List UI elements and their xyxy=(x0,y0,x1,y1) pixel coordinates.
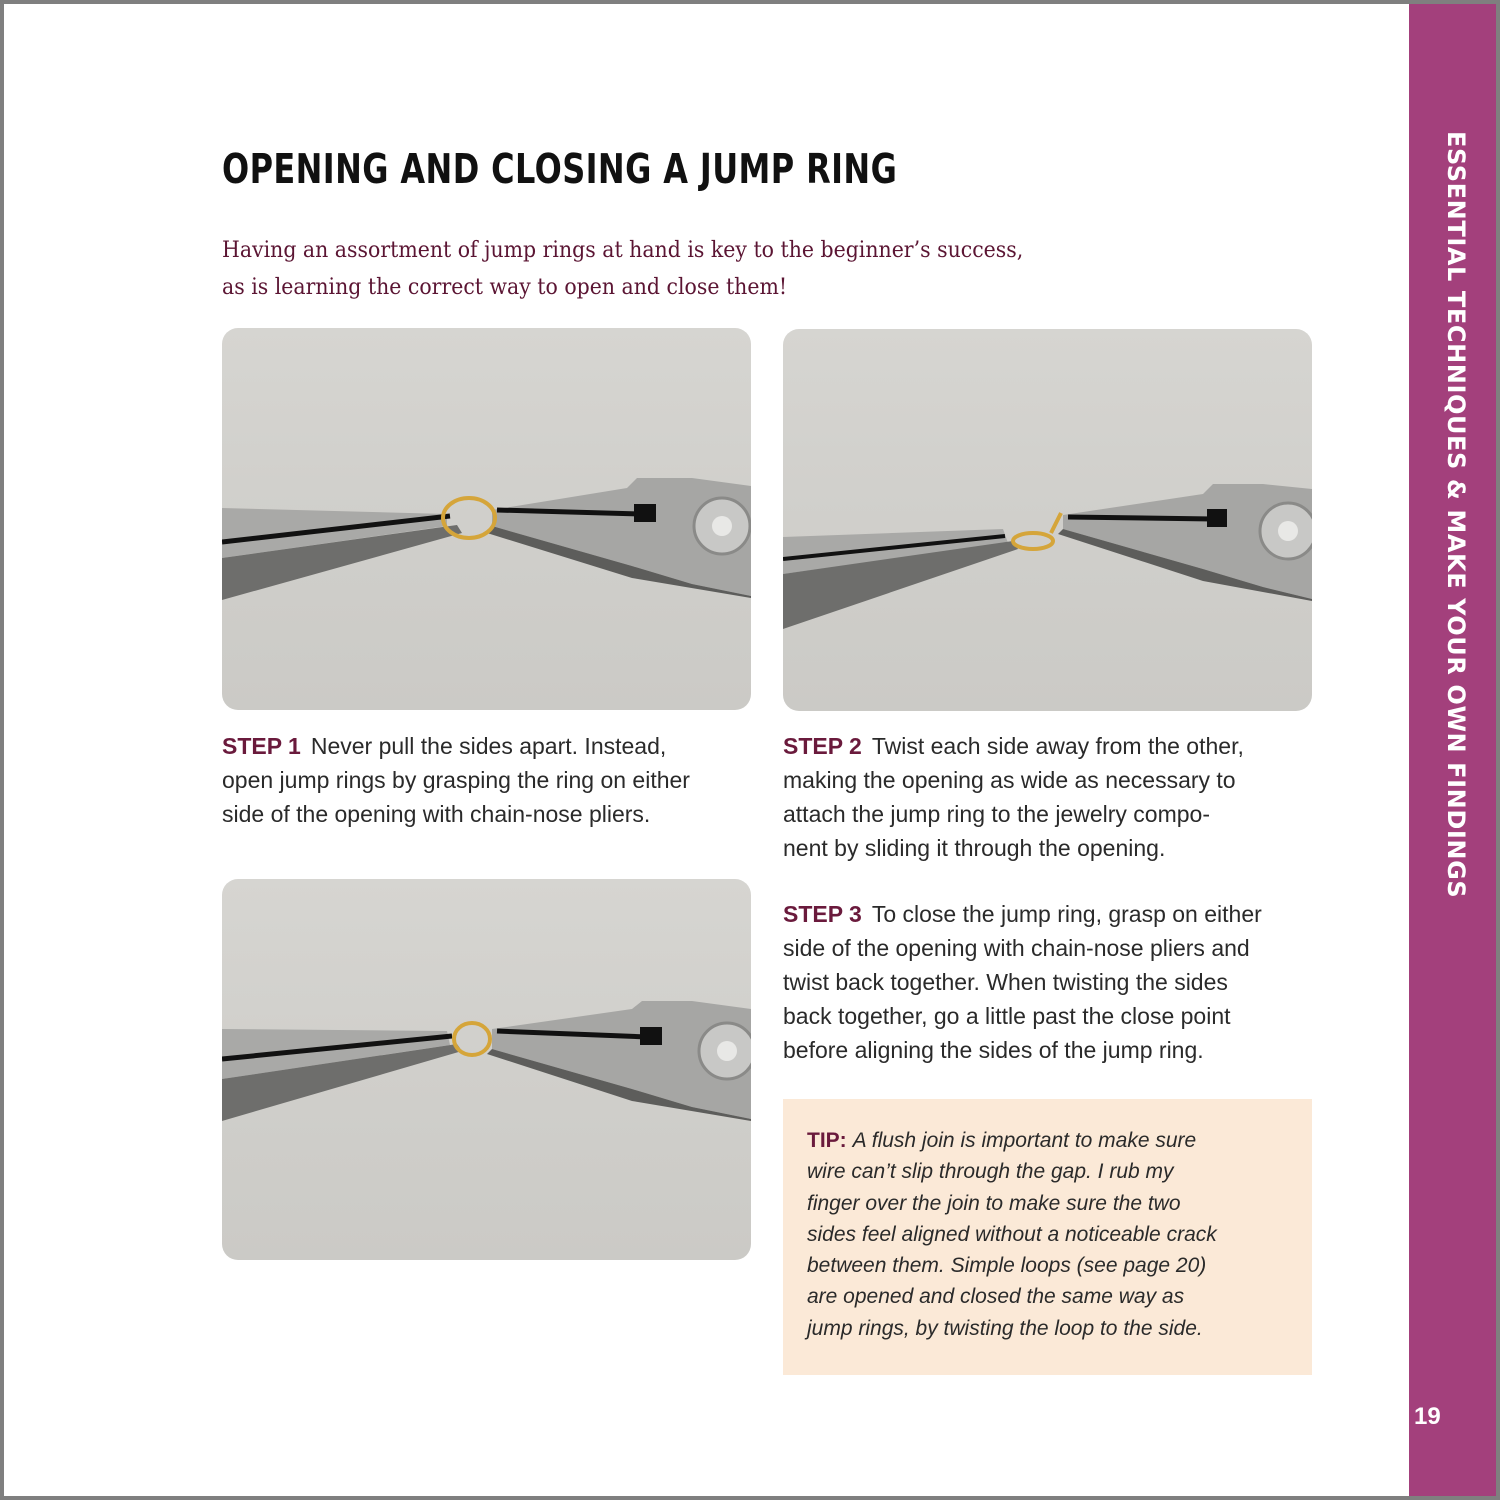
pliers-jump-ring-illustration xyxy=(222,328,751,710)
step-2-text: STEP 2 Twist each side away from the other, making the opening as wide as necessary to attach the jump ring to the jewelry compo- nent by sliding it through the opening. xyxy=(783,733,1244,861)
step-2-photo xyxy=(783,329,1312,711)
intro-line: Having an assortment of jump rings at hand is key to the beginner’s success, xyxy=(222,238,1024,263)
pliers-jump-ring-illustration xyxy=(783,329,1312,711)
pliers-jump-ring-illustration xyxy=(222,879,751,1260)
book-page xyxy=(4,4,1496,1496)
intro-line: as is learning the correct way to open and close them! xyxy=(222,275,788,300)
intro-paragraph xyxy=(222,232,1152,306)
step-3-photo xyxy=(222,879,751,1260)
step-1-photo xyxy=(222,328,751,710)
step-3-text: STEP 3 To close the jump ring, grasp on either side of the opening with chain-nose pliers and twist back together. When twisting the sides back together, go a little past the close point before aligning the sides of the jump ring. xyxy=(783,901,1262,1063)
section-title-vertical: ESSENTIAL TECHNIQUES & MAKE YOUR OWN FINDINGS xyxy=(1442,131,1470,899)
step-label: STEP 2 xyxy=(783,733,862,759)
page-title: OPENING AND CLOSING A JUMP RING xyxy=(222,145,898,193)
tip-text: TIP: A flush join is important to make sure wire can’t slip through the gap. I rub my finger over the join to make sure the two sides feel aligned without a noticeable crack between them. Simple loops (see page 20) are opened and closed the same way as jump rings, by twisting the loop to the side. xyxy=(807,1129,1217,1340)
step-label: STEP 3 xyxy=(783,901,862,927)
step-1-text: STEP 1 Never pull the sides apart. Instead, open jump rings by grasping the ring on either side of the opening with chain-nose pliers. xyxy=(222,733,690,827)
step-label: STEP 1 xyxy=(222,733,301,759)
tip-box xyxy=(783,1099,1312,1375)
page-number: 19 xyxy=(1414,1403,1441,1430)
tip-label: TIP: xyxy=(807,1129,847,1152)
